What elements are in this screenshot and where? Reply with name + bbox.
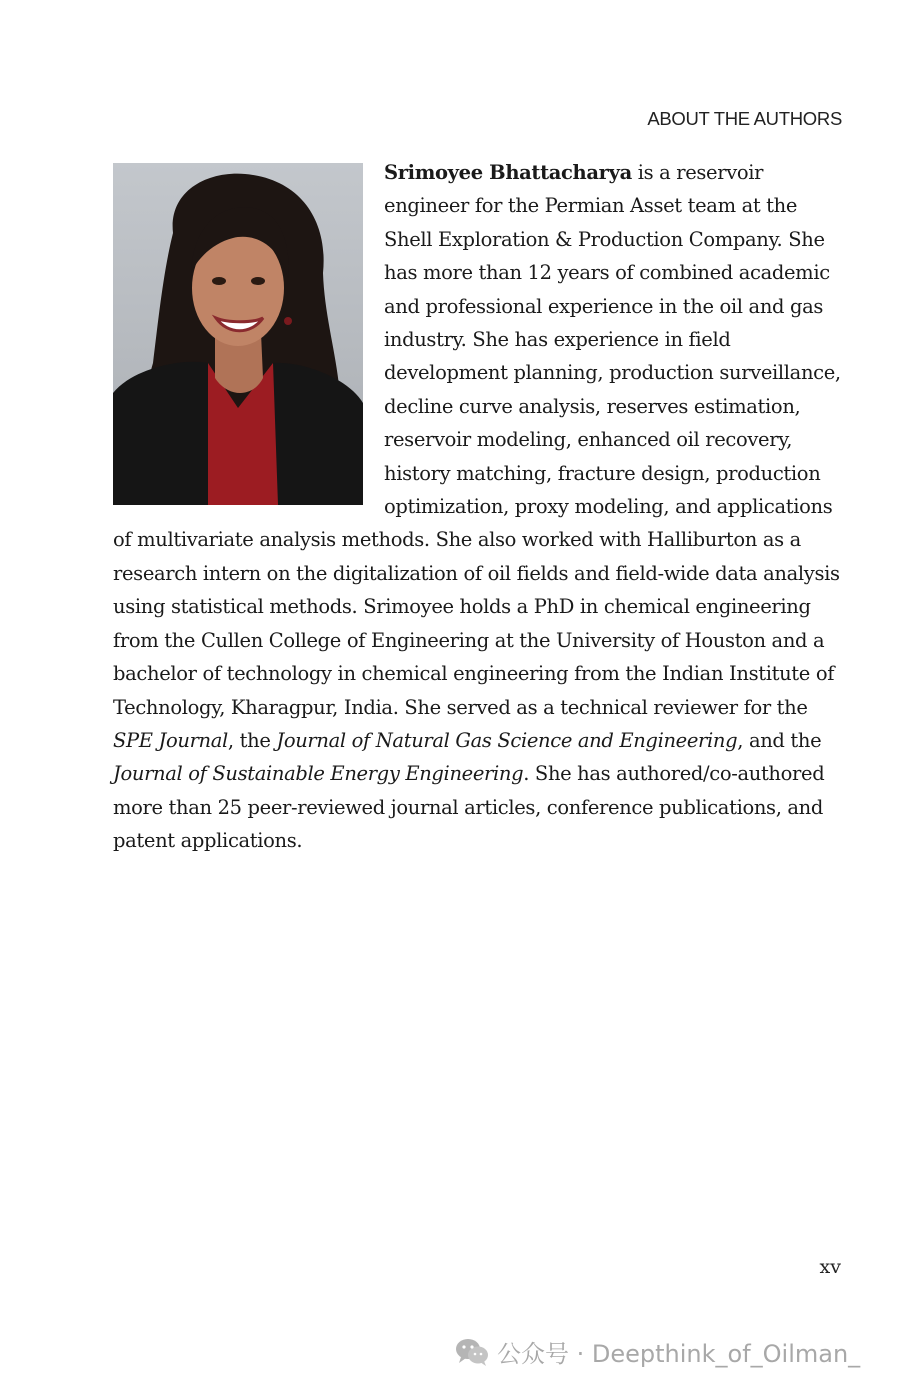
author-name: Srimoyee Bhattacharya: [384, 161, 632, 184]
bio-text: , and the: [737, 728, 822, 752]
journal-title: Journal of Natural Gas Science and Engineering: [276, 728, 738, 752]
author-photo: [113, 163, 363, 505]
wechat-icon: [455, 1337, 489, 1367]
bio-text: . She has authored/co-authored more than 25 peer-reviewed journal articles, conference publications, and patent applications.: [113, 762, 825, 853]
author-bio: [113, 156, 845, 858]
watermark-text: 公众号 · Deepthink_of_Oilman_: [497, 1340, 861, 1368]
journal-title: SPE Journal: [113, 728, 228, 752]
watermark: [455, 1334, 860, 1369]
page-number: xv: [819, 1256, 841, 1278]
running-header: ABOUT THE AUTHORS: [647, 108, 842, 129]
bio-text: , the: [227, 728, 277, 752]
bio-text: is a reservoir engineer for the Permian Asset team at the Shell Exploration & Production Company. She has more than 12 years of combined academic and professional experience in the oil and gas industry. She has experience in field development planning, production surveillance, decline curve analysis, reserves estimation, reservoir modeling, enhanced oil recovery, history matching, fracture design, production optimization, proxy modeling, and applications of multivariate analysis methods. She also worked with Halliburton as a research intern on the digitalization of oil fields and field-wide data analysis using statistical methods. Srimoyee holds a PhD in chemical engineering from the Cullen College of Engineering at the University of Houston and a bachelor of technology in chemical engineering from the Indian Institute of Technology, Kharagpur, India. She served as a technical reviewer for the: [113, 161, 841, 719]
journal-title: Journal of Sustainable Energy Engineering: [113, 762, 524, 786]
